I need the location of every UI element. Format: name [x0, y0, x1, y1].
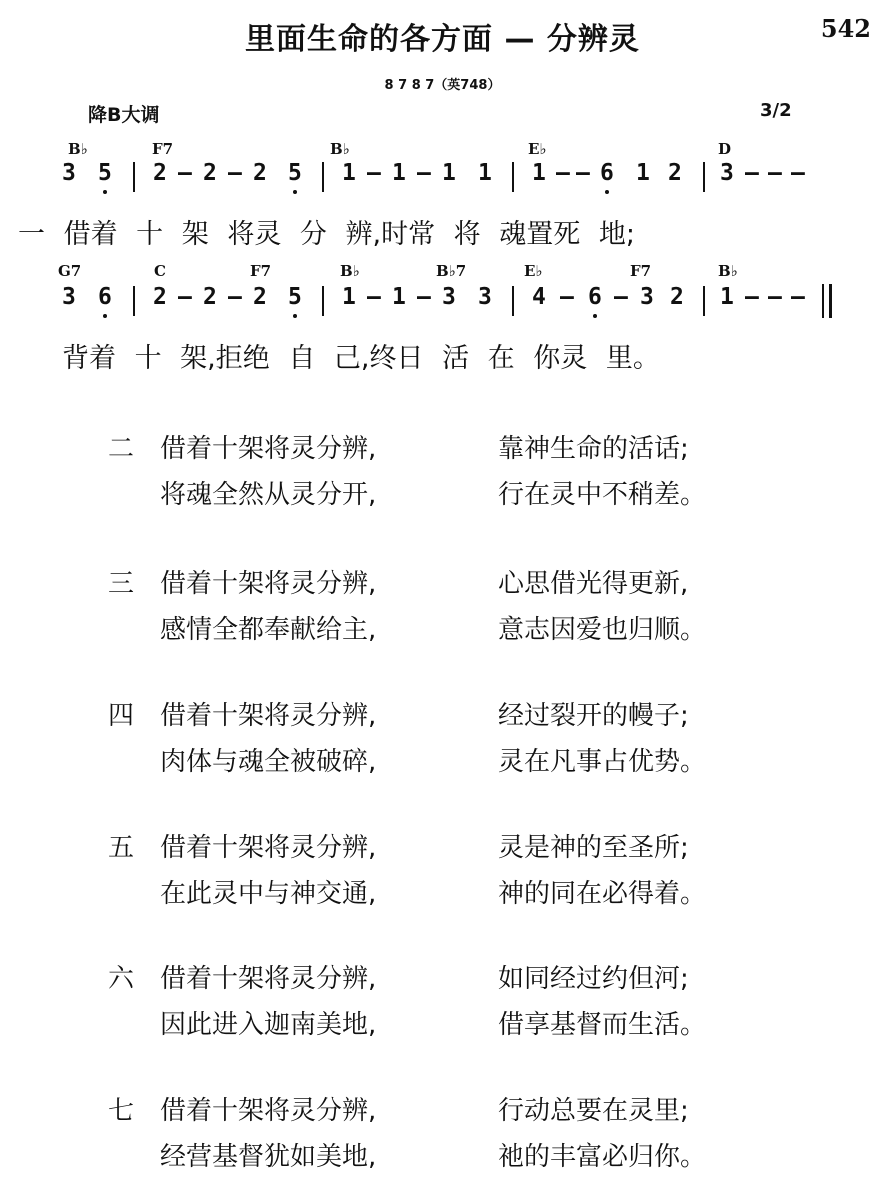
note: — — [228, 284, 242, 310]
verse-line: 神的同在必得着。 — [498, 879, 707, 909]
verse-line: 感情全都奉献给主, — [160, 615, 377, 645]
verse-number: 五 — [108, 833, 135, 863]
chord-symbol: B♭ — [330, 140, 350, 158]
note: 3 — [720, 160, 734, 186]
verse-line: 将魂全然从灵分开, — [160, 480, 377, 510]
note: 2 — [253, 284, 267, 310]
verse-line: 灵是神的至圣所; — [498, 833, 689, 863]
verse-line: 借着十架将灵分辨, — [160, 569, 377, 599]
note: — — [745, 160, 759, 186]
verse-line: 经营基督犹如美地, — [160, 1142, 377, 1172]
barline — [703, 286, 705, 316]
chord-symbol: B♭ — [340, 262, 360, 280]
chord-symbol: F7 — [630, 262, 652, 280]
chord-symbol: E♭ — [528, 140, 547, 158]
note: 3 — [442, 284, 456, 310]
verse-line: 借享基督而生活。 — [498, 1010, 707, 1040]
note: 3 — [478, 284, 492, 310]
note: 2 — [153, 160, 167, 186]
chord-symbol: B♭ — [68, 140, 88, 158]
barline — [322, 286, 324, 316]
note: 3 — [62, 160, 76, 186]
chord-symbol: F7 — [152, 140, 174, 158]
time-signature: 3/2 — [760, 100, 792, 121]
verse-line: 借着十架将灵分辨, — [160, 701, 377, 731]
note: — — [228, 160, 242, 186]
note: 6 — [600, 160, 614, 186]
note: 3 — [62, 284, 76, 310]
note: 5 — [288, 284, 302, 310]
verse-number: 四 — [108, 701, 135, 731]
verse-line: 靠神生命的活话; — [498, 434, 689, 464]
chord-symbol: E♭ — [524, 262, 543, 280]
barline — [322, 162, 324, 192]
note: — — [178, 284, 192, 310]
note: — — [417, 284, 431, 310]
note: — — [791, 160, 805, 186]
note: 1 — [532, 160, 546, 186]
note: — — [367, 160, 381, 186]
hymn-title: 里面生命的各方面 — 分辨灵 — [245, 22, 640, 57]
verse-line: 借着十架将灵分辨, — [160, 833, 377, 863]
verse-line: 肉体与魂全被破碎, — [160, 747, 377, 777]
meter-info: 8 7 8 7（英748） — [384, 78, 501, 93]
note: 4 — [532, 284, 546, 310]
note: — — [367, 284, 381, 310]
note: 2 — [203, 160, 217, 186]
verse-line: 借着十架将灵分辨, — [160, 434, 377, 464]
note: 2 — [253, 160, 267, 186]
verse-number: 七 — [108, 1096, 135, 1126]
verse-line: 借着十架将灵分辨, — [160, 964, 377, 994]
chord-symbol: C — [154, 262, 166, 280]
verse-line: 经过裂开的幔子; — [498, 701, 689, 731]
note: 1 — [442, 160, 456, 186]
note: 1 — [636, 160, 650, 186]
verse-line: 祂的丰富必归你。 — [498, 1142, 707, 1172]
note: 6 — [98, 284, 112, 310]
note: — — [791, 284, 805, 310]
verse-line: 意志因爱也归顺。 — [498, 615, 707, 645]
note: — — [768, 284, 782, 310]
verse-number: 三 — [108, 569, 135, 599]
lyrics-line-2: 背着 十 架,拒绝 自 己,终日 活 在 你灵 里。 — [62, 343, 660, 374]
verse-line: 灵在凡事占优势。 — [498, 747, 707, 777]
note: — — [178, 160, 192, 186]
final-barline-thick — [829, 284, 832, 318]
note: 1 — [720, 284, 734, 310]
note: 5 — [98, 160, 112, 186]
note: 2 — [670, 284, 684, 310]
verse-line: 如同经过约但河; — [498, 964, 689, 994]
note: 6 — [588, 284, 602, 310]
note: — — [614, 284, 628, 310]
lyrics-line-1: 一 借着 十 架 将灵 分 辨,时常 将 魂置死 地; — [18, 219, 635, 250]
note: — — [556, 160, 570, 186]
chord-symbol: B♭7 — [436, 262, 467, 280]
notation-row — [0, 284, 885, 324]
verse-number: 二 — [108, 434, 135, 464]
barline — [512, 286, 514, 316]
note: 2 — [203, 284, 217, 310]
chord-symbol: B♭ — [718, 262, 738, 280]
note: 3 — [640, 284, 654, 310]
barline — [512, 162, 514, 192]
verse-line: 行在灵中不稍差。 — [498, 480, 707, 510]
note: — — [417, 160, 431, 186]
note: 2 — [668, 160, 682, 186]
verse-line: 在此灵中与神交通, — [160, 879, 377, 909]
verse-line: 心思借光得更新, — [498, 569, 689, 599]
verse-number: 六 — [108, 964, 135, 994]
note: 5 — [288, 160, 302, 186]
barline — [133, 286, 135, 316]
chord-symbol: G7 — [58, 262, 82, 280]
barline — [133, 162, 135, 192]
note: 1 — [478, 160, 492, 186]
note: 1 — [392, 160, 406, 186]
note: 1 — [342, 284, 356, 310]
barline — [703, 162, 705, 192]
verse-line: 行动总要在灵里; — [498, 1096, 689, 1126]
chord-symbol: D — [718, 140, 732, 158]
note: — — [745, 284, 759, 310]
hymn-number: 542 — [820, 14, 871, 43]
key-signature: 降B大调 — [88, 104, 160, 126]
chord-symbol: F7 — [250, 262, 272, 280]
note: — — [560, 284, 574, 310]
final-barline-thin — [822, 284, 824, 318]
note: — — [576, 160, 590, 186]
note: — — [768, 160, 782, 186]
note: 1 — [342, 160, 356, 186]
notation-row — [0, 160, 885, 200]
verse-line: 借着十架将灵分辨, — [160, 1096, 377, 1126]
note: 2 — [153, 284, 167, 310]
verse-line: 因此进入迦南美地, — [160, 1010, 377, 1040]
note: 1 — [392, 284, 406, 310]
